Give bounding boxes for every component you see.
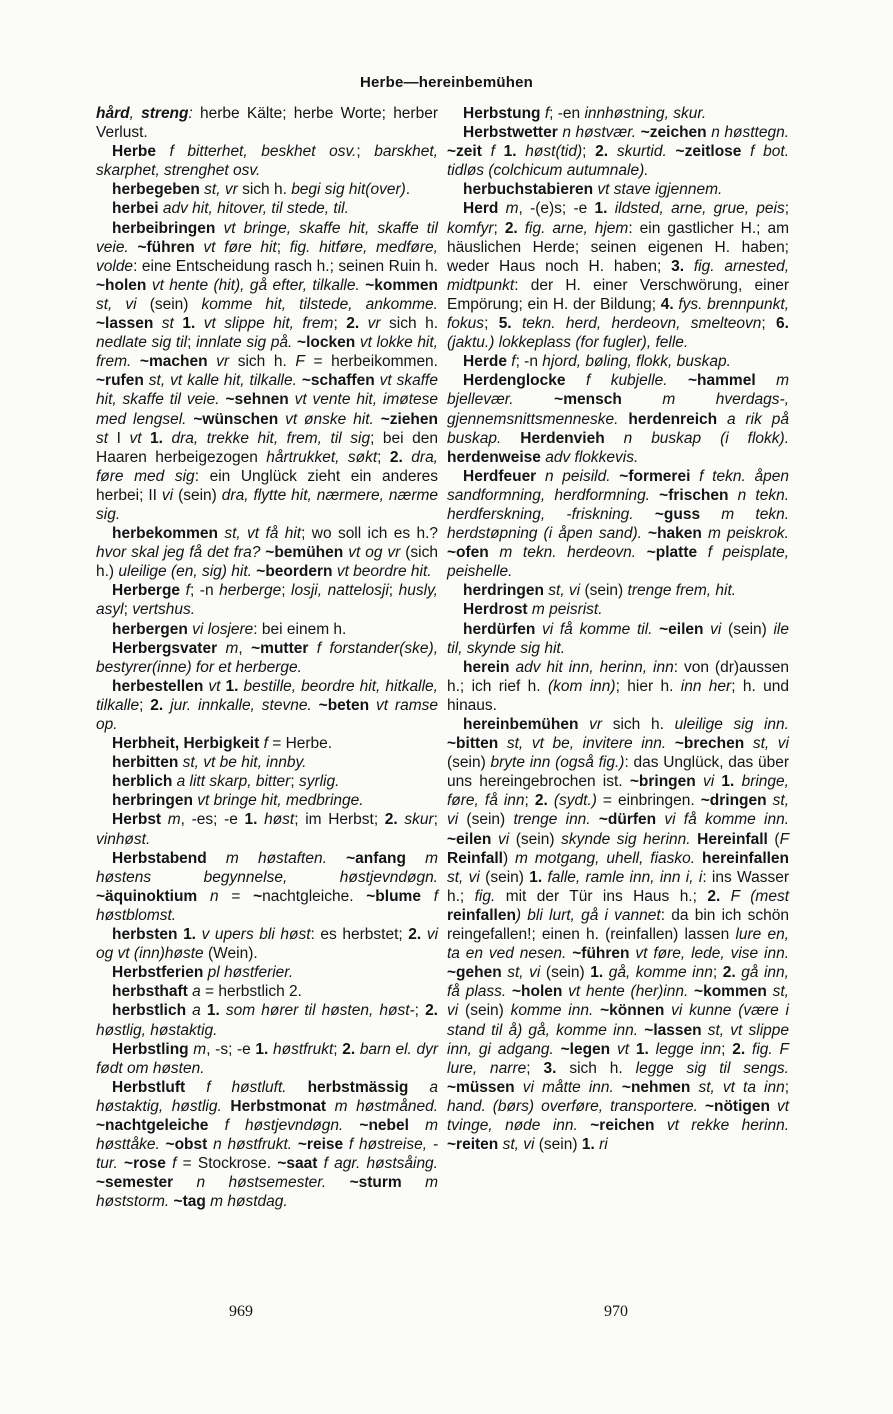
dictionary-entry: herbsthaft a = herbstlich 2. bbox=[112, 983, 302, 1001]
dictionary-entry: hård, streng: herbe Kälte; herbe Worte; herber Verlust. bbox=[96, 105, 438, 142]
dictionary-entry: herbegeben st, vr sich h. begi sig hit(over). bbox=[112, 181, 411, 199]
dictionary-entry: Herde f; -n hjord, bøling, flokk, buskap. bbox=[463, 353, 731, 371]
dictionary-entry: Herbst m, -es; -e 1. høst; im Herbst; 2. skur; vinhøst. bbox=[96, 811, 438, 848]
page-title: Herbe—hereinbemühen bbox=[359, 74, 533, 91]
dictionary-entry: Herbheit, Herbigkeit f = Herbe. bbox=[112, 735, 333, 753]
dictionary-entry: herblich a litt skarp, bitter; syrlig. bbox=[112, 773, 340, 791]
dictionary-entry: herbei adv hit, hitover, til stede, til. bbox=[112, 200, 349, 218]
dictionary-entry: herbstlich a 1. som hører til høsten, høst-; 2. høstlig, høstaktig. bbox=[96, 1002, 438, 1039]
dictionary-entry: Herbe f bitterhet, beskhet osv.; barskhet, skarphet, strenghet osv. bbox=[96, 143, 438, 180]
dictionary-entry: herbsten 1. v upers bli høst: es herbstet; 2. vi og vt (inn)høste (Wein). bbox=[96, 926, 439, 963]
dictionary-entry: Herberge f; -n herberge; losji, nattelosji; husly, asyl; vertshus. bbox=[96, 582, 438, 619]
right-column bbox=[447, 104, 789, 1154]
dictionary-entry: Herbstling m, -s; -e 1. høstfrukt; 2. barn el. dyr født om høsten. bbox=[96, 1040, 438, 1077]
dictionary-entry: herein adv hit inn, herinn, inn: von (dr)aussen h.; ich rief h. (kom inn); hier h. inn her; h. und hinaus. bbox=[447, 658, 790, 714]
dictionary-entry: herbuchstabieren vt stave igjennem. bbox=[463, 181, 723, 199]
dictionary-entry: herdringen st, vi (sein) trenge frem, hit. bbox=[463, 582, 737, 600]
dictionary-entry: herbitten st, vt be hit, innby. bbox=[112, 754, 307, 772]
page-number-left: 969 bbox=[229, 1303, 253, 1320]
dictionary-entry: Herbstluft f høstluft. herbstmässig a høstaktig, høstlig. Herbstmonat m høstmåned. ~nachtgeleiche f høstjevndøgn. ~nebel m høsttåke. ~obst n høstfrukt. ~reise f høstreise, -tur. ~rose f = Stockrose. ~saat f agr. høstsåing. ~semester n høstsemester. ~sturm m høststorm. ~tag m høstdag. bbox=[96, 1078, 439, 1211]
dictionary-entry: herbergen vi losjere: bei einem h. bbox=[112, 620, 347, 638]
page-number-right: 970 bbox=[604, 1303, 628, 1320]
dictionary-entry: herbringen vt bringe hit, medbringe. bbox=[112, 792, 364, 810]
dictionary-entry: Herbergsvater m, ~mutter f forstander(ske), bestyrer(inne) for et herberge. bbox=[96, 639, 439, 676]
dictionary-entry: Herdenglocke f kubjelle. ~hammel m bjellevær. ~mensch m hverdags-, gjennemsnittsmenneske. herdenreich a rik på buskap. Herdenvieh n buskap (i flokk). herdenweise adv flokkevis. bbox=[447, 372, 790, 466]
dictionary-entry: Herdfeuer n peisild. ~formerei f tekn. åpen sandformning, herdformning. ~frischen n tekn. herdferskning, -friskning. ~guss m tekn. herdstøpning (i åpen sand). ~haken m peiskrok. ~ofen m tekn. herdeovn. ~platte f peisplate, peishelle. bbox=[447, 467, 790, 581]
dictionary-entry: herdürfen vi få komme til. ~eilen vi (sein) ile til, skynde sig hit. bbox=[447, 620, 789, 657]
dictionary-entry: Herdrost m peisrist. bbox=[463, 601, 603, 619]
dictionary-entry: Herd m, -(e)s; -e 1. ildsted, arne, grue, peis; komfyr; 2. fig. arne, hjem: ein gastlicher H.; am häuslichen Herde; seinen eigenen H. haben; weder Haus noch H. haben; 3. fig. arnested, midtpunkt: der H. einer Verschwörung, einer Empörung; ein H. der Bildung; 4. fys. brennpunkt, fokus; 5. tekn. herd, herdeovn, smelteovn; 6. (jaktu.) lokkeplass (for fugler), felle. bbox=[447, 200, 790, 352]
left-column bbox=[96, 104, 438, 1211]
dictionary-entry: Herbstwetter n høstvær. ~zeichen n høsttegn. ~zeit f 1. høst(tid); 2. skurtid. ~zeitlose f bot. tidløs (colchicum autumnale). bbox=[447, 124, 790, 180]
dictionary-entry: herbeibringen vt bringe, skaffe hit, skaffe til veie. ~führen vt føre hit; fig. hitføre, medføre, volde: eine Entscheidung rasch h.; seinen Ruin h. ~holen vt hente (hit), gå efter, tilkalle. ~kommen st, vi (sein) komme hit, tilstede, ankomme. ~lassen st 1. vt slippe hit, frem; 2. vr sich h. nedlate sig til; innlate sig på. ~locken vt lokke hit, frem. ~machen vr sich h. F = herbeikommen. ~rufen st, vt kalle hit, tilkalle. ~schaffen vt skaffe hit, skaffe til veie. ~sehnen vt vente hit, imøtese med lengsel. ~wünschen vt ønske hit. ~ziehen st I vt 1. dra, trekke hit, frem, til sig; bei den Haaren herbeigezogen hårtrukket, søkt; 2. dra, føre med sig: ein Unglück zieht ein anderes herbei; II vi (sein) dra, flytte hit, nærmere, nærme sig. bbox=[96, 219, 439, 523]
dictionary-entry: hereinbemühen vr sich h. uleilige sig inn. ~bitten st, vt be, invitere inn. ~brechen st, vi (sein) bryte inn (også fig.): das Unglück, das über uns hereingebrochen ist. ~bringen vi 1. bringe, føre, få inn; 2. (sydt.) = einbringen. ~dringen st, vi (sein) trenge inn. ~dürfen vi få komme inn. ~eilen vi (sein) skynde sig herinn. Hereinfall (F Reinfall) m motgang, uhell, fiasko. hereinfallen st, vi (sein) 1. falle, ramle inn, inn i, i: ins Wasser h.; fig. mit der Tür ins Haus h.; 2. F (mest reinfallen) bli lurt, gå i vannet: da bin ich schön reingefallen!; einen h. (reinfallen) lassen lure en, ta en ved nesen. ~führen vt føre, lede, vise inn. ~gehen st, vi (sein) 1. gå, komme inn; 2. gå inn, få plass. ~holen vt hente (her)inn. ~kommen st, vi (sein) komme inn. ~können vi kunne (være i stand til å) gå, komme inn. ~lassen st, vt slippe inn, gi adgang. ~legen vt 1. legge inn; 2. fig. F lure, narre; 3. sich h. legge sig til sengs. ~müssen vi måtte inn. ~nehmen st, vt ta inn; hand. (børs) overføre, transportere. ~nötigen vt tvinge, nøde inn. ~reichen vt rekke herinn. ~reiten st, vi (sein) 1. ri bbox=[447, 716, 790, 1154]
dictionary-entry: Herbstung f; -en innhøstning, skur. bbox=[463, 105, 707, 122]
dictionary-entry: Herbstabend m høstaften. ~anfang m høstens begynnelse, høstjevndøgn. ~äquinoktium n = ~nachtgleiche. ~blume f høstblomst. bbox=[96, 849, 439, 924]
dictionary-entry: Herbstferien pl høstferier. bbox=[112, 964, 294, 982]
dictionary-entry: herbestellen vt 1. bestille, beordre hit, hitkalle, tilkalle; 2. jur. innkalle, stevne. ~beten vt ramse op. bbox=[96, 677, 438, 733]
dictionary-entry: herbekommen st, vt få hit; wo soll ich es h.? hvor skal jeg få det fra? ~bemühen vt og vr (sich h.) uleilige (en, sig) hit. ~beordern vt beordre hit. bbox=[96, 525, 438, 581]
